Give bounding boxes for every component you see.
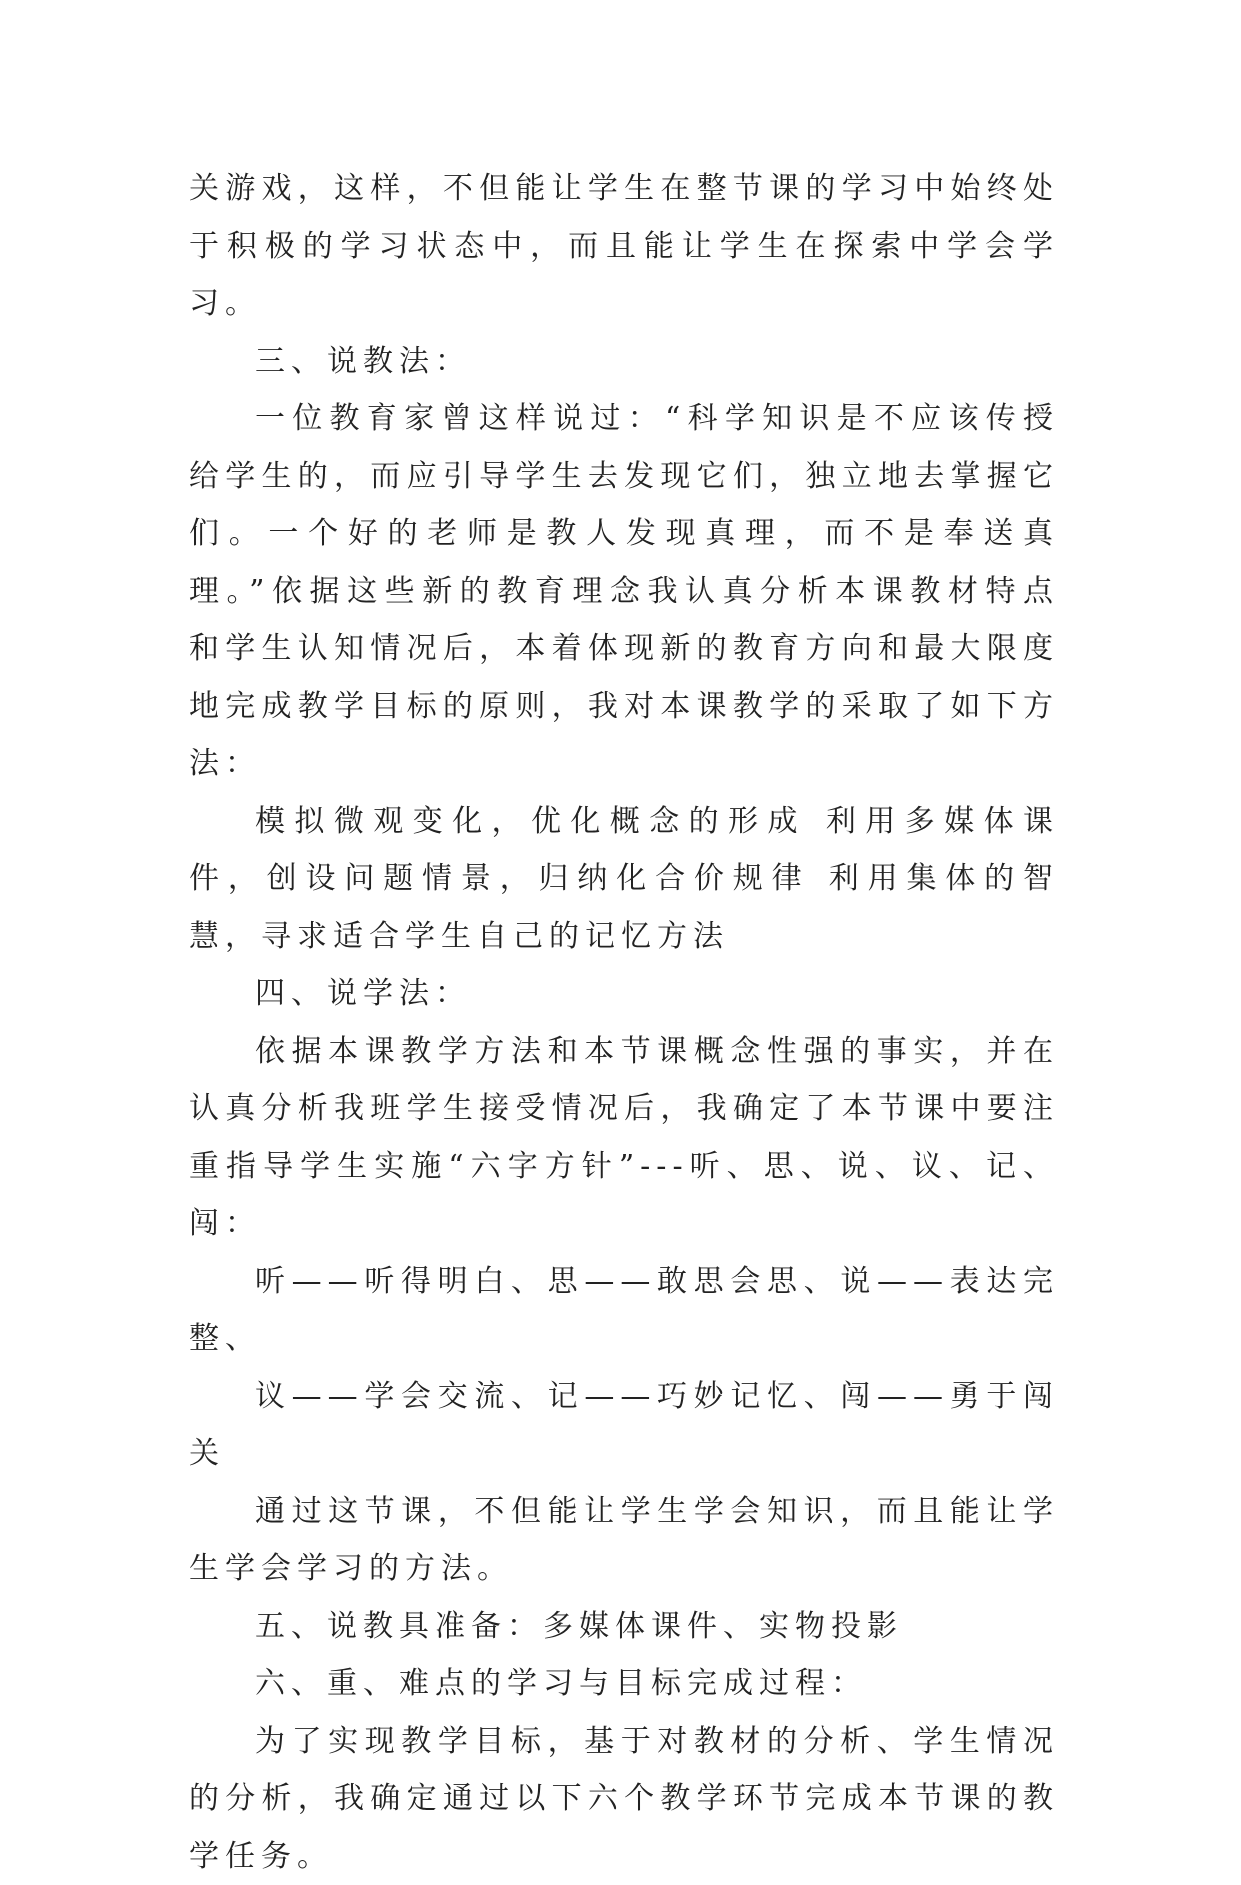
- section-heading-learning-methods: 四、说学法：: [189, 965, 1059, 1023]
- paragraph-methods-list: 模拟微观变化，优化概念的形成 利用多媒体课件，创设问题情景，归纳化合价规律 利用集体的智慧，寻求适合学生自己的记忆方法: [189, 793, 1059, 966]
- paragraph-learning-outcome: 通过这节课，不但能让学生学会知识，而且能让学生学会学习的方法。: [189, 1483, 1059, 1598]
- document-body: [189, 160, 1059, 1885]
- paragraph-continuation: 关游戏，这样，不但能让学生在整节课的学习中始终处于积极的学习状态中，而且能让学生在探索中学会学习。: [189, 160, 1059, 333]
- paragraph-six-word-policy: 依据本课教学方法和本节课概念性强的事实，并在认真分析我班学生接受情况后，我确定了本节课中要注重指导学生实施“六字方针”---听、思、说、议、记、闯：: [189, 1023, 1059, 1253]
- paragraph-educator-quote: 一位教育家曾这样说过：“科学知识是不应该传授给学生的，而应引导学生去发现它们，独立地去掌握它们。一个好的老师是教人发现真理，而不是奉送真理。”依据这些新的教育理念我认真分析本课教材特点和学生认知情况后，本着体现新的教育方向和最大限度地完成教学目标的原则，我对本课教学的采取了如下方法：: [189, 390, 1059, 793]
- section-heading-key-points: 六、重、难点的学习与目标完成过程：: [189, 1655, 1059, 1713]
- section-heading-teaching-aids: 五、说教具准备：多媒体课件、实物投影: [189, 1598, 1059, 1656]
- paragraph-teaching-goals: 为了实现教学目标，基于对教材的分析、学生情况的分析，我确定通过以下六个教学环节完成本节课的教学任务。: [189, 1713, 1059, 1885]
- paragraph-policy-line-1: 听——听得明白、思——敢思会思、说——表达完整、: [189, 1253, 1059, 1368]
- section-heading-teaching-methods: 三、说教法：: [189, 333, 1059, 391]
- paragraph-policy-line-2: 议——学会交流、记——巧妙记忆、闯——勇于闯关: [189, 1368, 1059, 1483]
